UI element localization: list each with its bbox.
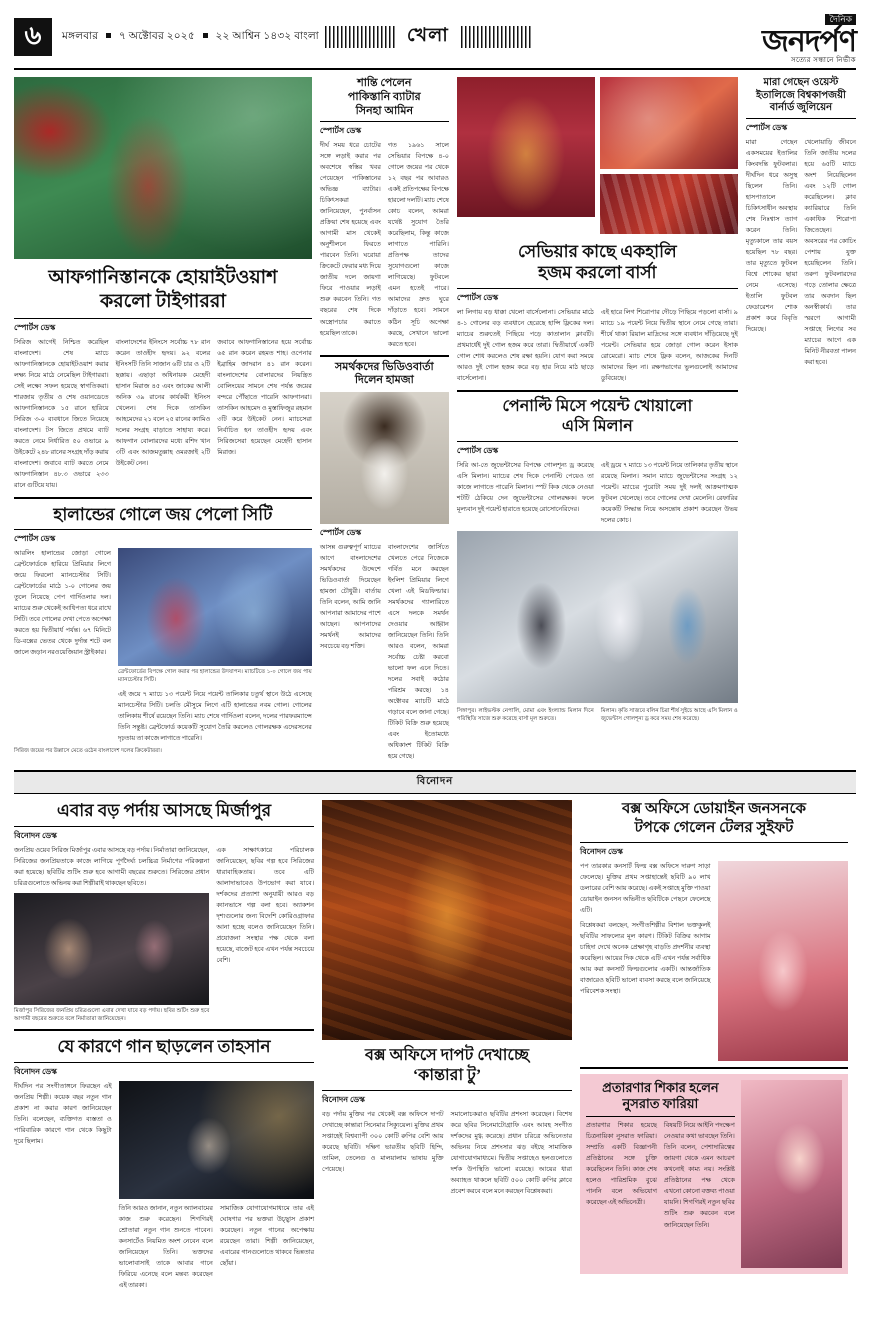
entertainment-column-right — [580, 800, 848, 1290]
city-photo — [118, 548, 312, 666]
swift-byline: বিনোদন ডেস্ক — [580, 846, 623, 856]
nusrat-body — [586, 1120, 735, 1230]
city-lower-cols — [118, 689, 312, 744]
mbappe-photo — [457, 77, 595, 217]
mirzapur-body — [14, 845, 314, 1024]
milan-photo — [457, 531, 738, 703]
tahsan-col-2: তিনি আরও জানান, নতুন অ্যালবামের কাজ শুরু করেছেন। শিগগিরই শ্রোতারা নতুন গান শুনতে পাবেন। কনসার্টেও নিয়মিত অংশ নেবেন বলে জানিয়েছেন তিনি। ভক্তদের ভালোবাসাই তাকে আবার গানে ফিরিয়ে এনেছে বলে মন্তব্য করেছেন এই তারকা। — [118, 1204, 213, 1289]
sports-column-center — [457, 77, 738, 762]
milan-headline: পেনাল্টি মিসে পয়েন্ট খোয়ালো এসি মিলান — [502, 397, 693, 435]
lead-headline: আফগানিস্তানকে হোয়াইটওয়াশ করলো টাইগাররা — [48, 267, 278, 312]
divider — [320, 355, 449, 357]
juventus-col-2: খেলোয়াড়ি জীবনে তিনি জাতীয় দলের হয়ে ৬৫টি ম্যাচে অংশ নিয়েছিলেন এবং ১২টি গোল করেছিলেন। ক্লাব ক্যারিয়ারে তিনি একাধিক শিরোপা জিতেছেন। অবসরের পর কোচিং পেশায় যুক্ত হয়েছিলেন তিনি। তরুণ ফুটবলারদের গড়ে তোলার ক্ষেত্রে তার অবদান ছিল অনস্বীকার্য। তার স্মরণে আগামী সপ্তাহে লিগের সব ম্যাচের আগে এক মিনিট নীরবতা পালন করা হবে। — [804, 138, 856, 366]
milan-captions — [457, 705, 738, 724]
mirzapur-photo — [14, 893, 209, 1005]
city-photo-caption: ব্রেন্টফোর্ডের বিপক্ষে গোল করার পর হালান্ডের উদযাপন। ম্যাচটিতে ১-০ গোলে জয় পায় ম্যানচেস্টার সিটি। — [117, 668, 312, 684]
kantara-col-1: বড় পর্দায় মুক্তির পর থেকেই বক্স অফিসে দাপট দেখাচ্ছে কান্তারা সিনেমার সিক্যুয়েল। মুক্তির প্রথম সপ্তাহেই বিশ্বব্যাপী ৩০০ কোটি রুপির বেশি আয় করেছে ছবিটি। দক্ষিণ ভারতীয় ছবিটি হিন্দি, তামিল, তেলেগু ও মালয়ালাম ভাষায় মুক্তি পেয়েছে। — [322, 1111, 444, 1174]
barca-headline: সেভিয়ার কাছে একহালি হজম করলো বার্সা — [518, 242, 677, 283]
milan-byline: স্পোর্টস ডেস্ক — [456, 445, 499, 455]
city-col-1: আরলিং হালান্ডের জোড়া গোলে ব্রেন্টফোর্ডকে হারিয়ে প্রিমিয়ার লিগে জয়ে ফিরলো ম্যানচেস্টার সিটি। ব্রেন্টফোর্ডের মাঠে ১-০ গোলের জয় তুলে নিয়েছে পেপ গার্দিওলার দল। ম্যাচের শুরু থেকেই আধিপত্য ধরে রাখে সিটি। তবে গোলের দেখা পেতে অপেক্ষা করতে হয় দ্বিতীয়ার্ধ পর্যন্ত। ৬৭ মিনিটে ডি-বক্সের ভেতর থেকে দুর্দান্ত শটে বল জালে জড়ান নরওয়েজিয়ান স্ট্রাইকার। — [14, 549, 111, 657]
cricket-lead-photo — [14, 77, 312, 259]
logo-kicker: দৈনিক — [825, 14, 856, 25]
shanti-col-2: গত ১৯৬১ সালে সেভিয়ার বিপক্ষে ৪-০ গোলে জয়ের পর থেকে ১২ বছর পর আবারও একই প্রতিপক্ষের বিপক্ষে হারলো দলটি। ম্যাচ শেষে কোচ বলেন, আমরা যথেষ্ট সুযোগ তৈরি করেছিলাম, কিন্তু কাজে লাগাতে পারিনি। প্রতিপক্ষ তাদের সুযোগগুলো কাজে লাগিয়েছে। ফুটবলে এমন হতেই পারে। আমাদের দ্রুত ঘুরে দাঁড়াতে হবে। সামনে কঠিন সূচি অপেক্ষা করছে, সেখানে ভালো করতে হবে। — [387, 142, 449, 348]
city-body — [14, 548, 312, 744]
kantara-headline: বক্স অফিসে দাপট দেখাচ্ছে ‘কান্তারা টু’ — [364, 1047, 530, 1085]
divider — [14, 529, 312, 530]
lead-col-3: জবাবে আফগানিস্তানের হয়ে সর্বোচ্চ ৬৫ রান করেন রহমত শাহ। ওপেনার ইব্রাহিম জাদরান ৪১ রান করেন। বাংলাদেশের বোলারদের নিয়ন্ত্রিত বোলিংয়ের সামনে শেষ পর্যন্ত জয়ের বন্দরে পৌঁছাতে পারেনি আফগানরা। তাসকিন আহমেদ ও মুস্তাফিজুর রহমান ৩টি করে উইকেট নেন। ম্যাচসেরা নির্বাচিত হন তাওহীদ হৃদয় এবং সিরিজসেরা হয়েছেন মেহেদী হাসান মিরাজ। — [217, 338, 312, 456]
barca-col-1: লা লিগায় বড় ধাক্কা খেলো বার্সেলোনা। সেভিয়ার মাঠে ৪-১ গোলের বড় ব্যবধানে হেরেছে হান্সি ফ্লিকের দল। ম্যাচের শুরুতেই পিছিয়ে পড়ে কাতালান ক্লাবটি। প্রথমার্ধেই দুই গোল হজম করে তারা। দ্বিতীয়ার্ধে একটি গোল শোধ করলেও শেষ রক্ষা হয়নি। যোগ করা সময়ে আরও দুই গোল হজম করে বড় হার নিয়ে মাঠ ছাড়ে বার্সেলোনা। — [456, 308, 594, 382]
logo-title: জনদর্পণ — [761, 25, 856, 58]
nusrat-headline: প্রতারণার শিকার হলেন নুসরাত ফারিয়া — [602, 1079, 719, 1112]
kantara-col-2: সমালোচকরাও ছবিটির প্রশংসা করেছেন। বিশেষ করে ছবির সিনেমাটোগ্রাফি এবং আবহ সংগীত দর্শকদের মুগ্ধ করেছে। প্রধান চরিত্রে অভিনেতার অভিনয় নিয়ে প্রশংসার ঝড় বইছে সামাজিক যোগাযোগমাধ্যমে। দ্বিতীয় সপ্তাহেও হলগুলোতে দর্শক উপস্থিতি ভালো রয়েছে। আয়ের ধারা অব্যাহত থাকলে ছবিটি ৫০০ কোটি রুপির ক্লাবে প্রবেশ করবে বলে মনে করছেন বিশ্লেষকরা। — [450, 1111, 572, 1196]
city-headline: হালান্ডের গোলে জয় পেলো সিটি — [53, 504, 273, 524]
divider — [457, 390, 738, 392]
square-separator-icon — [106, 33, 111, 38]
juventus-col-1: মারা গেছেন একসময়ের ইতালির কিংবদন্তি ফুটবলার। দীর্ঘদিন ধরে অসুস্থ ছিলেন তিনি। হাসপাতালে চিকিৎসাধীন অবস্থায় শেষ নিঃশ্বাস ত্যাগ করেন তিনি। মৃত্যুকালে তার বয়স হয়েছিল ৭৮ বছর। তার মৃত্যুতে ফুটবল বিশ্বে শোকের ছায়া নেমে এসেছে। ইতালি ফুটবল ফেডারেশন শোক প্রকাশ করে বিবৃতি দিয়েছে। — [745, 138, 798, 333]
masthead-logo — [762, 10, 856, 64]
nusrat-col-2: বিষয়টি নিয়ে আইনি পদক্ষেপ নেওয়ার কথা ভাবছেন তিনি। তিনি বলেন, পেশাদারিত্বের জায়গা থেকে এমন আচরণ কখনোই কাম্য নয়। সংশ্লিষ্ট প্রতিষ্ঠানের পক্ষ থেকে এখনো কোনো বক্তব্য পাওয়া যায়নি। শিগগিরই নতুন ছবির শুটিং শুরু করবেন বলে জানিয়েছেন তিনি। — [663, 1122, 735, 1229]
divider — [586, 1116, 735, 1117]
tahsan-left-wrap — [14, 1081, 112, 1291]
sevilla-celebration-photo — [600, 174, 738, 234]
milan-col-2: এই ড্রয়ে ৭ ম্যাচে ১৩ পয়েন্ট নিয়ে তালিকার তৃতীয় স্থানে রয়েছে মিলান। সমান ম্যাচে জুভেন্টাসের সংগ্রহ ১২ পয়েন্ট। ম্যাচের পুরোটা সময় দুই দলই আক্রমণাত্মক ফুটবল খেলেছে। তবে গোলের দেখা মেলেনি। রেফারির কয়েকটি সিদ্ধান্ত নিয়ে অসন্তোষ প্রকাশ করেছেন উভয় দলের কোচ। — [600, 461, 738, 524]
divider — [580, 1067, 848, 1069]
hamza-body — [320, 542, 449, 762]
mirzapur-left-wrap — [14, 845, 209, 1024]
mirzapur-byline: বিনোদন ডেস্ক — [14, 830, 57, 840]
nusrat-feature-box — [580, 1074, 848, 1274]
hamza-col-2: বাংলাদেশের জার্সিতে খেলতে পেরে নিজেকে গর্বিত মনে করছেন ইংলিশ প্রিমিয়ার লিগে খেলা এই মিডফিল্ডার। সমর্থকদের গ্যালারিতে এসে দলকে সমর্থন দেওয়ার আহ্বান জানিয়েছেন তিনি। তিনি আরও বলেন, আমরা সর্বোচ্চ চেষ্টা করবো ভালো ফল এনে দিতে। দলের সবাই কঠোর পরিশ্রম করছে। ১৪ অক্টোবর ম্যাচটি মাঠে গড়াবে বলে জানা গেছে। টিকিট বিক্রি শুরু হয়েছে এবং ইতোমধ্যে অধিকাংশ টিকিট বিক্রি হয়ে গেছে। — [387, 544, 449, 761]
tahsan-photo — [119, 1081, 314, 1199]
nusrat-text-wrap — [586, 1080, 735, 1268]
shanti-col-1: দীর্ঘ সময় ধরে চোটের সঙ্গে লড়াই করার পর অবশেষে স্বস্তির খবর পেয়েছেন পাকিস্তানের অভিজ্ঞ ব্যাটার। চিকিৎসকরা জানিয়েছেন, পুনর্বাসন প্রক্রিয়া শেষ হয়েছে এবং আগামী মাস থেকেই অনুশীলনে ফিরতে পারবেন তিনি। ঘরোয়া ক্রিকেটে ফেরার মধ্য দিয়ে জাতীয় দলে জায়গা ফিরে পাওয়ার লড়াই শুরু করবেন তিনি। গত বছরের শেষ দিকে অস্ত্রোপচার করাতে হয়েছিল তাকে। — [319, 142, 381, 337]
sports-section — [14, 77, 856, 762]
divider — [14, 1062, 314, 1063]
bangla-date: ২২ আশ্বিন ১৪৩২ বাংলা — [215, 30, 319, 42]
entertainment-section — [14, 800, 856, 1290]
milan-col-1: সিরি আ-তে জুভেন্টাসের বিপক্ষে গোলশূন্য ড্র করেছে এসি মিলান। ম্যাচের শেষ দিকে পেনাল্টি পেয়েও তা কাজে লাগাতে পারেনি মিলান। স্পট কিক থেকে নেওয়া শটটি ঠেকিয়ে দেন জুভেন্টাসের গোলরক্ষক। ফলে মূল্যবান দুই পয়েন্ট হারাতে হয়েছে রোসোনেরিদের। — [456, 461, 594, 513]
divider — [457, 441, 738, 442]
logo-tagline: সত্যের সন্ধানে নির্ভীক — [790, 56, 856, 64]
page-number: ৬ — [14, 18, 52, 56]
juventus-body — [746, 137, 856, 368]
weekday: মঙ্গলবার — [62, 30, 99, 42]
mirzapur-caption: মির্জাপুর সিরিজের জনপ্রিয় চরিত্রগুলো এবার দেখা যাবে বড় পর্দায়। ছবির শুটিং শুরু হবে আগামী বছরের শুরুতে বলে নির্মাতারা জানিয়েছেন। — [14, 1007, 210, 1023]
divider — [14, 497, 312, 499]
nusrat-photo — [741, 1080, 842, 1268]
divider — [457, 288, 738, 289]
shanti-byline: স্পোর্টস ডেস্ক — [319, 126, 362, 136]
tahsan-lower-cols — [119, 1203, 314, 1291]
hatch-rule-right — [461, 26, 531, 48]
swift-body — [580, 861, 848, 1061]
swift-photo — [718, 861, 849, 1061]
milan-caption-left: সিঙ্গাপুর। লাইভস্টক নেপালি, মোমা এবং ইংল্যান্ড মিলান দিনে পরিস্থিতি সাজে শুরু করেছে বার্সা মূল শুরুতে। — [456, 707, 594, 723]
mirzapur-headline: এবার বড় পর্দায় আসছে মির্জাপুর — [56, 801, 272, 821]
barca-action-photo — [600, 77, 738, 169]
lead-photo-caption: সিরিজ জয়ের পর উল্লাসে মেতে ওঠেন বাংলাদেশ দলের ক্রিকেটাররা। — [14, 747, 162, 754]
divider — [580, 842, 848, 843]
barca-col-2: এই হারে লিগ শিরোপার দৌড়ে পিছিয়ে পড়লো বার্সা। ৯ ম্যাচে ১৯ পয়েন্ট নিয়ে দ্বিতীয় স্থানে নেমে গেছে তারা। শীর্ষে থাকা রিয়াল মাদ্রিদের সঙ্গে ব্যবধান দাঁড়িয়েছে দুই পয়েন্ট। সেভিয়ার হয়ে জোড়া গোল করেন ইসাক রোমেরো। ম্যাচ শেষে ফ্লিক বলেন, আজকের দিনটি আমাদের ছিল না। রক্ষণভাগের ভুলগুলোই আমাদের ডুবিয়েছে। — [600, 308, 738, 382]
tahsan-body — [14, 1081, 314, 1291]
tahsan-col-1: দীর্ঘদিন পর সংগীতাঙ্গনে ফিরছেন এই জনপ্রিয় শিল্পী। কয়েক বছর নতুন গান প্রকাশ না করার কারণ জানিয়েছেন তিনি। বলেছেন, ব্যক্তিগত ব্যস্ততা ও পারিবারিক কারণে গান থেকে কিছুটা দূরে ছিলাম। — [14, 1082, 112, 1145]
city-photo-wrap — [118, 548, 312, 744]
milan-caption-right: মিলান। কৃতি সাজবে বলিন চিরা শীর্ষ সুইচে আছে এসি মিলান ও জুভেন্টাস গোলশূন্য ড্র করে সময় শেষ করেছে। — [600, 707, 738, 723]
kantara-body — [322, 1109, 572, 1197]
kantara-photo — [322, 800, 572, 1040]
juventus-byline: স্পোর্টস ডেস্ক — [745, 122, 788, 132]
sports-column-left — [14, 77, 312, 762]
swift-col-1: পপ তারকার কনসার্ট ফিল্ম বক্স অফিসে দারুণ সাড়া ফেলেছে। মুক্তির প্রথম সপ্তাহান্তেই ছবিটি ৯০ লাখ ডলারের বেশি আয় করেছে। একই সপ্তাহে মুক্তি পাওয়া ডোয়াইন জনসন অভিনীত ছবিটিকে পেছনে ফেলেছে এটি। — [580, 862, 711, 914]
kantara-byline: বিনোদন ডেস্ক — [322, 1095, 365, 1105]
city-col-2: এই জয়ে ৭ ম্যাচে ১৩ পয়েন্ট নিয়ে পয়েন্ট তালিকার চতুর্থ স্থানে উঠে এসেছে ম্যানচেস্টার সিটি। চলতি মৌসুমে লিগে এটি হালান্ডের নবম গোল। গোলের তালিকায় শীর্ষে রয়েছেন তিনি। ম্যাচ শেষে গার্দিওলা বলেন, দলের পারফরম্যান্সে তিনি সন্তুষ্ট। ব্রেন্টফোর্ড কয়েকটি সুযোগ তৈরি করলেও গোলরক্ষক এদেরসনের দৃঢ়তায় তা কাজে লাগাতে পারেনি। — [117, 690, 312, 742]
divider — [14, 826, 314, 827]
lead-col-2: বাংলাদেশের ইনিংসে সর্বোচ্চ ৭৮ রান করেন তাওহীদ হৃদয়। ৯২ বলের ইনিংসটি তিনি সাজান ৬টি চার ও ২টি ছক্কায়। এছাড়া অধিনায়ক মেহেদী হাসান মিরাজ ৪৫ এবং জাকের আলী অনিক ৩৯ রানের কার্যকরী ইনিংস খেলেন। শেষ দিকে তাসকিন আহমেদের ২১ বলে ২৫ রানের ক্যামিও দলের সংগ্রহ বাড়াতে সাহায্য করে। আফগান বোলারদের মধ্যে রশিদ খান ৩টি এবং আজমতুল্লাহ ওমরজাই ২টি উইকেট নেন। — [115, 338, 211, 467]
shanti-body — [320, 140, 449, 349]
milan-body — [457, 460, 738, 526]
shanti-headline: শান্তি পেলেন পাকিস্তানি ব্যাটার সিনহা আমিন — [347, 77, 421, 117]
nusrat-photo-wrap — [741, 1080, 842, 1268]
hamza-photo — [320, 392, 449, 524]
nusrat-col-1: প্রতারণার শিকার হয়েছে চিত্রনায়িকা নুসরাত ফারিয়া। সম্প্রতি একটি বিজ্ঞাপনী প্রতিষ্ঠানের সঙ্গে চুক্তি করেছিলেন তিনি। কাজ শেষ হলেও পারিশ্রমিক বুঝে পাননি বলে অভিযোগ করেছেন এই অভিনেত্রী। — [586, 1122, 657, 1207]
city-byline: স্পোর্টস ডেস্ক — [14, 533, 56, 543]
entertainment-band: বিনোদন — [14, 770, 856, 794]
section-title: খেলা — [406, 25, 449, 46]
swift-photo-wrap — [718, 861, 849, 1061]
lead-col-1: সিরিজ আগেই নিশ্চিত করেছিল বাংলাদেশ। শেষ ম্যাচে আফগানিস্তানকে হোয়াইটওয়াশ করার লক্ষ্য নিয়ে মাঠে নেমেছিল টাইগাররা। সেই লক্ষ্যে সফল হয়েছে স্বাগতিকরা। শারজায় তৃতীয় ও শেষ ওয়ানডেতে আফগানিস্তানকে ১৫ রানে হারিয়ে সিরিজ ৩-০ ব্যবধানে জিতে নিয়েছে বাংলাদেশ। টস জিতে প্রথমে ব্যাট করতে নেমে নির্ধারিত ৫০ ওভারে ৯ উইকেটে ২৪৮ রানের সংগ্রহ দাঁড় করায় বাংলাদেশ। জবাবে ব্যাট করতে নেমে আফগানিস্তান ৪৮.৩ ওভারে ২৩৩ রানে গুটিয়ে যায়। — [14, 338, 109, 489]
swift-col-2: বিশ্লেষকরা বলছেন, সংগীতশিল্পীর বিশাল ভক্তকুলই ছবিটির সাফল্যের মূল কারণ। টিকিট বিক্রির আগাম চাহিদা দেখে অনেক প্রেক্ষাগৃহ বাড়তি প্রদর্শনীর ব্যবস্থা করেছিল। আয়ের দিক থেকে এটি এখন পর্যন্ত সর্বাধিক আয় করা কনসার্ট ফিল্মগুলোর একটি। আন্তর্জাতিক বাজারেও ছবিটি ভালো ব্যবসা করছে বলে জানিয়েছে পরিবেশক সংস্থা। — [580, 921, 711, 996]
lead-body — [14, 337, 312, 491]
masthead — [14, 10, 856, 70]
barca-photo-stack — [600, 77, 738, 234]
divider — [14, 1029, 314, 1031]
sports-column-shanti — [320, 77, 449, 762]
tahsan-byline: বিনোদন ডেস্ক — [14, 1066, 57, 1076]
square-separator-icon — [203, 33, 208, 38]
hamza-headline: সমর্থকদের ভিডিওবার্তা দিলেন হামজা — [335, 360, 434, 387]
sports-column-right — [746, 77, 856, 762]
mirzapur-col-2: এক সাক্ষাৎকারে পরিচালক জানিয়েছেন, ছবির গল্প হবে সিরিজের ধারাবাহিকতায়। তবে এটি আলাদাভাবেও উপভোগ করা যাবে। দর্শকদের প্রত্যাশা অনুযায়ী আরও বড় ক্যানভাসে গল্প বলা হবে। অ্যাকশন দৃশ্যগুলোর জন্য বিদেশি কোরিওগ্রাফার আনা হচ্ছে বলেও জানিয়েছেন তিনি। প্রযোজনা সংস্থার পক্ষ থেকে বলা হয়েছে, বাজেট হবে এখন পর্যন্ত সবচেয়ে বেশি। — [216, 846, 314, 964]
entertainment-column-left — [14, 800, 314, 1290]
barca-photo-row — [457, 77, 738, 234]
tahsan-col-3: সামাজিক যোগাযোগমাধ্যমে তার এই ঘোষণার পর ভক্তরা উচ্ছ্বাস প্রকাশ করেছেন। নতুন গানের অপেক্ষায় রয়েছেন তারা। শিল্পী জানিয়েছেন, এবারের গানগুলোতে থাকবে ভিন্নতার ছোঁয়া। — [219, 1204, 315, 1267]
tahsan-headline: যে কারণে গান ছাড়লেন তাহসান — [57, 1037, 271, 1057]
divider — [746, 118, 856, 119]
lead-byline: স্পোর্টস ডেস্ক — [14, 322, 56, 332]
divider — [14, 318, 312, 319]
mirzapur-col-1: জনপ্রিয় ওয়েব সিরিজ মির্জাপুর এবার আসছে বড় পর্দায়। নির্মাতারা জানিয়েছেন, সিরিজের জনপ্রিয়তাকে কাজে লাগিয়ে পূর্ণদৈর্ঘ্য চলচ্চিত্র নির্মাণের পরিকল্পনা করা হয়েছে। ছবিটির শুটিং শুরু হবে আগামী বছরের শুরুতে। সিরিজের প্রধান চরিত্রগুলোতে অভিনয় করা শিল্পীরাই থাকছেন ছবিতে। — [14, 846, 210, 887]
tahsan-right-wrap — [119, 1081, 314, 1291]
hamza-byline: স্পোর্টস ডেস্ক — [319, 528, 362, 538]
divider — [322, 1090, 572, 1091]
juventus-headline: মারা গেছেন ওয়েস্ট ইতালিজে বিশ্বকাপজয়ী বার্নার্ড জুলিয়েন — [755, 77, 846, 113]
entertainment-column-middle — [322, 800, 572, 1290]
date-line — [62, 29, 319, 46]
divider — [320, 121, 449, 122]
hamza-col-1: আসন্ন গুরুত্বপূর্ণ ম্যাচের আগে বাংলাদেশের সমর্থকদের উদ্দেশে ভিডিওবার্তা দিয়েছেন হামজা চৌধুরী। বার্তায় তিনি বলেন, আমি জানি আপনারা আমাদের পাশে আছেন। আপনাদের সমর্থনই আমাদের সবচেয়ে বড় শক্তি। — [319, 544, 381, 651]
hatch-rule-left — [325, 26, 395, 48]
barca-body — [457, 307, 738, 384]
swift-text-wrap — [580, 861, 711, 1061]
city-col-1-wrap — [14, 548, 111, 744]
gregorian-date: ৭ অক্টোবর ২০২৫ — [118, 30, 195, 42]
mirzapur-right-wrap — [216, 845, 314, 1024]
swift-headline: বক্স অফিসে ডোয়াইন জনসনকে টপকে গেলেন টেলর সুইফট — [622, 801, 806, 837]
barca-byline: স্পোর্টস ডেস্ক — [456, 292, 499, 302]
